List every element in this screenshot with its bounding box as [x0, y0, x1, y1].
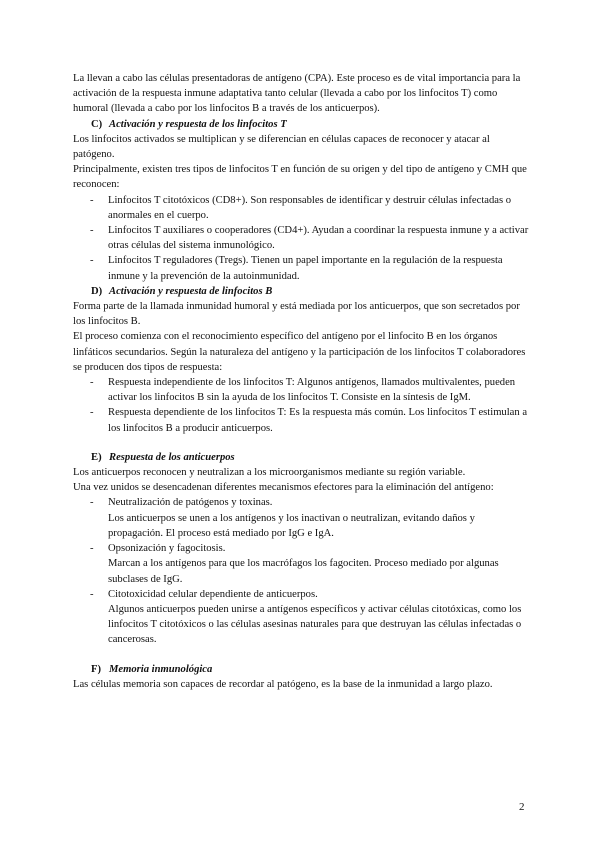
list-item: - Linfocitos T citotóxicos (CD8+). Son responsables de identificar y destruir células infectadas o anormales en el cuerpo. — [73, 193, 531, 223]
list-item: - Linfocitos T reguladores (Tregs). Tienen un papel importante en la regulación de la respuesta inmune y la prevención de la autoinmunidad. — [73, 253, 531, 283]
section-e-label: E) — [91, 451, 102, 463]
section-c-paragraph-1: Los linfocitos activados se multiplican y se diferencian en células capaces de reconocer y atacar al patógeno. — [73, 133, 490, 161]
list-item: - Linfocitos T auxiliares o cooperadores (CD4+). Ayudan a coordinar la respuesta inmune y a activar otras células del sistema inmunológico. — [73, 223, 531, 253]
section-c-paragraph-2: Principalmente, existen tres tipos de linfocitos T en función de su origen y del tipo de antígeno y CMH que reconocen: — [73, 164, 527, 191]
list-item-description: Los anticuerpos se unen a los antígenos y los inactivan o neutralizan, evitando daños y propagación. El proceso está mediado por IgG e IgA. — [108, 512, 475, 539]
section-f-label: F) — [91, 663, 101, 675]
section-e-title: Respuesta de los anticuerpos — [109, 451, 235, 463]
spacer — [73, 648, 531, 662]
section-c-label: C) — [91, 118, 103, 130]
list-item-title: - Citotoxicidad celular dependiente de anticuerpos. — [108, 588, 318, 600]
list-item: - Respuesta dependiente de los linfocitos T: Es la respuesta más común. Los linfocitos T estimulan a los linfocitos B a producir anticuerpos. — [73, 405, 531, 435]
section-d-list — [73, 375, 531, 436]
list-item-title: - Opsonización y fagocitosis. — [108, 543, 226, 555]
section-d-heading — [73, 284, 531, 299]
section-e-paragraph-2: Una vez unidos se desencadenan diferentes mecanismos efectores para la eliminación del antígeno: — [73, 482, 494, 494]
list-item-description: Marcan a los antígenos para que los macrófagos los fagociten. Proceso mediado por algunas subclases de IgG. — [108, 558, 499, 585]
section-c-title: Activación y respuesta de los linfocitos T — [109, 118, 287, 130]
list-item — [73, 495, 531, 541]
section-f-title: Memoria inmunológica — [109, 663, 213, 675]
list-item-description: Algunos anticuerpos pueden unirse a antígenos específicos y activar células citotóxicas, como los linfocitos T citotóxicos o las células asesinas naturales para que destruyan las células infectadas o cancerosas. — [108, 603, 522, 646]
section-e-list — [73, 495, 531, 647]
section-d-paragraph-1: Forma parte de la llamada inmunidad humoral y está mediada por los anticuerpos, que son secretados por los linfocitos B. — [73, 301, 520, 328]
section-e-paragraph-1: Los anticuerpos reconocen y neutralizan a los microorganismos mediante su región variable. — [73, 467, 466, 479]
section-c-heading — [73, 117, 531, 132]
intro-paragraph: La llevan a cabo las células presentadoras de antígeno (CPA). Este proceso es de vital importancia para la activación de la respuesta inmune adaptativa tanto celular (llevada a cabo por los linfocitos T) como humoral (llevada a cabo por los linfocitos B a través de los anticuerpos). — [73, 73, 521, 115]
list-item: - Respuesta independiente de los linfocitos T: Algunos antígenos, llamados multivalentes, pueden activar los linfocitos B sin la ayuda de los linfocitos T. Consiste en la síntesis de IgM. — [73, 375, 531, 405]
list-item — [73, 587, 531, 648]
section-c-list — [73, 193, 531, 284]
list-item — [73, 541, 531, 587]
section-f-paragraph-1: Las células memoria son capaces de recordar al patógeno, es la base de la inmunidad a largo plazo. — [73, 678, 493, 690]
section-d-title: Activación y respuesta de linfocitos B — [109, 285, 273, 297]
spacer — [73, 436, 531, 450]
page-number: 2 — [519, 801, 525, 813]
section-e-heading — [73, 450, 531, 465]
section-d-label: D) — [91, 285, 103, 297]
list-item-title: - Neutralización de patógenos y toxinas. — [108, 497, 273, 509]
section-d-paragraph-2: El proceso comienza con el reconocimiento específico del antígeno por el linfocito B en los órganos linfáticos secundarios. Según la naturaleza del antígeno y la participación de los linfocitos T colaboradores se producen dos tipos de respuesta: — [73, 331, 526, 373]
section-f-heading — [73, 662, 531, 677]
page-content — [73, 71, 531, 692]
